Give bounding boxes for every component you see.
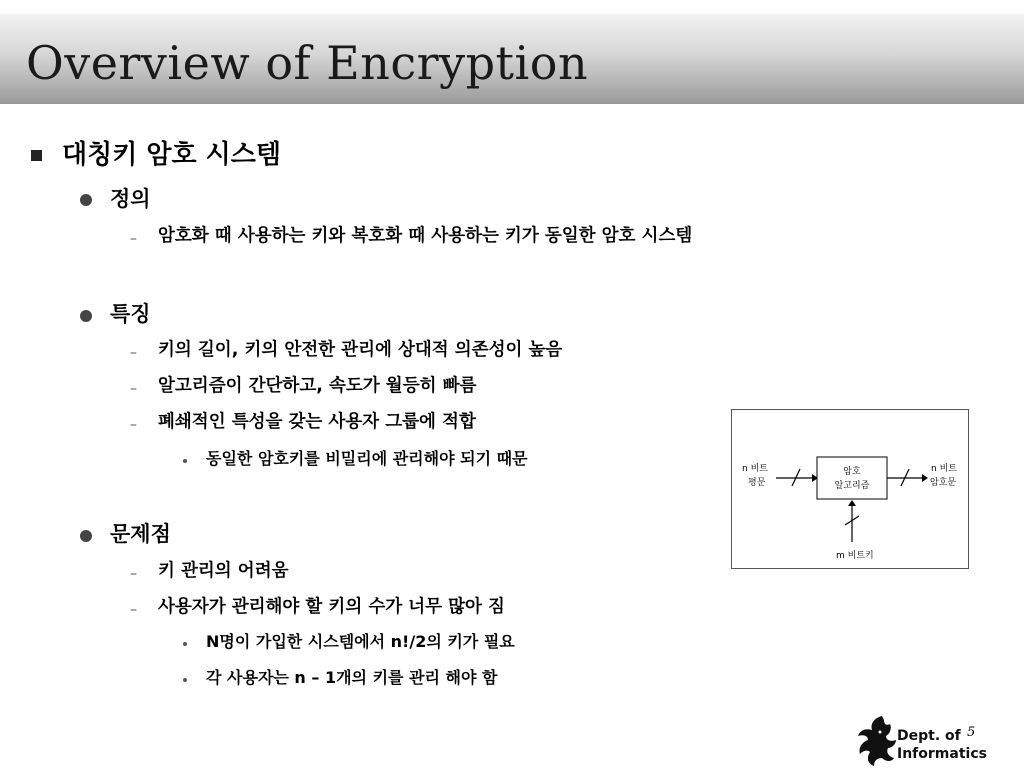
feature-item: 알고리즘이 간단하고, 속도가 월등히 빠름 bbox=[158, 376, 477, 396]
small-bullet-icon bbox=[183, 642, 187, 646]
round-bullet-icon bbox=[80, 194, 92, 206]
section-label-problems: 문제점 bbox=[110, 522, 171, 546]
dragon-logo-icon bbox=[852, 712, 898, 768]
square-bullet-icon bbox=[31, 150, 42, 161]
problem-subitem: 각 사용자는 n – 1개의 키를 관리 해야 함 bbox=[206, 668, 498, 687]
dash-bullet-icon: – bbox=[130, 381, 137, 397]
section-label-features: 특징 bbox=[110, 302, 151, 326]
definition-item: 암호화 때 사용하는 키와 복호화 때 사용하는 키가 동일한 암호 시스템 bbox=[158, 226, 693, 246]
section-label-definition: 정의 bbox=[110, 187, 151, 211]
problem-subitem: N명이 가입한 시스템에서 n!/2의 키가 필요 bbox=[206, 632, 515, 651]
round-bullet-icon bbox=[80, 530, 92, 542]
diagram-box-label-2: 알고리즘 bbox=[834, 481, 870, 491]
feature-subitem: 동일한 암호키를 비밀리에 관리해야 되기 때문 bbox=[206, 449, 528, 468]
diagram-right-label-1: n 비트 bbox=[931, 464, 957, 474]
round-bullet-icon bbox=[80, 310, 92, 322]
diagram-right-arrow bbox=[887, 469, 928, 486]
feature-item: 폐쇄적인 특성을 갖는 사용자 그룹에 적합 bbox=[158, 412, 476, 432]
dash-bullet-icon: – bbox=[130, 231, 137, 247]
diagram-left-label-2: 평문 bbox=[748, 478, 766, 488]
diagram-left-label-1: n 비트 bbox=[742, 464, 768, 474]
main-heading: 대칭키 암호 시스템 bbox=[62, 140, 282, 170]
diagram-right-label-2: 암호문 bbox=[930, 478, 957, 488]
dash-bullet-icon: – bbox=[130, 345, 137, 361]
small-bullet-icon bbox=[183, 459, 187, 463]
diagram-algorithm-box bbox=[817, 457, 887, 499]
diagram-box-label-1: 암호 bbox=[843, 467, 861, 477]
problem-item: 키 관리의 어려움 bbox=[158, 561, 289, 581]
footer-dept-line1: Dept. of bbox=[897, 728, 961, 744]
encryption-diagram bbox=[731, 409, 969, 569]
problem-item: 사용자가 관리해야 할 키의 수가 너무 많아 짐 bbox=[158, 597, 505, 617]
feature-item: 키의 길이, 키의 안전한 관리에 상대적 의존성이 높음 bbox=[158, 340, 563, 360]
dash-bullet-icon: – bbox=[130, 417, 137, 433]
slide-title: Overview of Encryption bbox=[26, 36, 589, 90]
footer-dept-line2: Informatics bbox=[897, 746, 987, 762]
dash-bullet-icon: – bbox=[130, 602, 137, 618]
diagram-key-arrow bbox=[845, 500, 859, 542]
diagram-left-arrow bbox=[776, 469, 818, 486]
small-bullet-icon bbox=[183, 678, 187, 682]
diagram-key-label: m 비트키 bbox=[836, 551, 874, 561]
dash-bullet-icon: – bbox=[130, 566, 137, 582]
page-number: 5 bbox=[967, 725, 976, 740]
